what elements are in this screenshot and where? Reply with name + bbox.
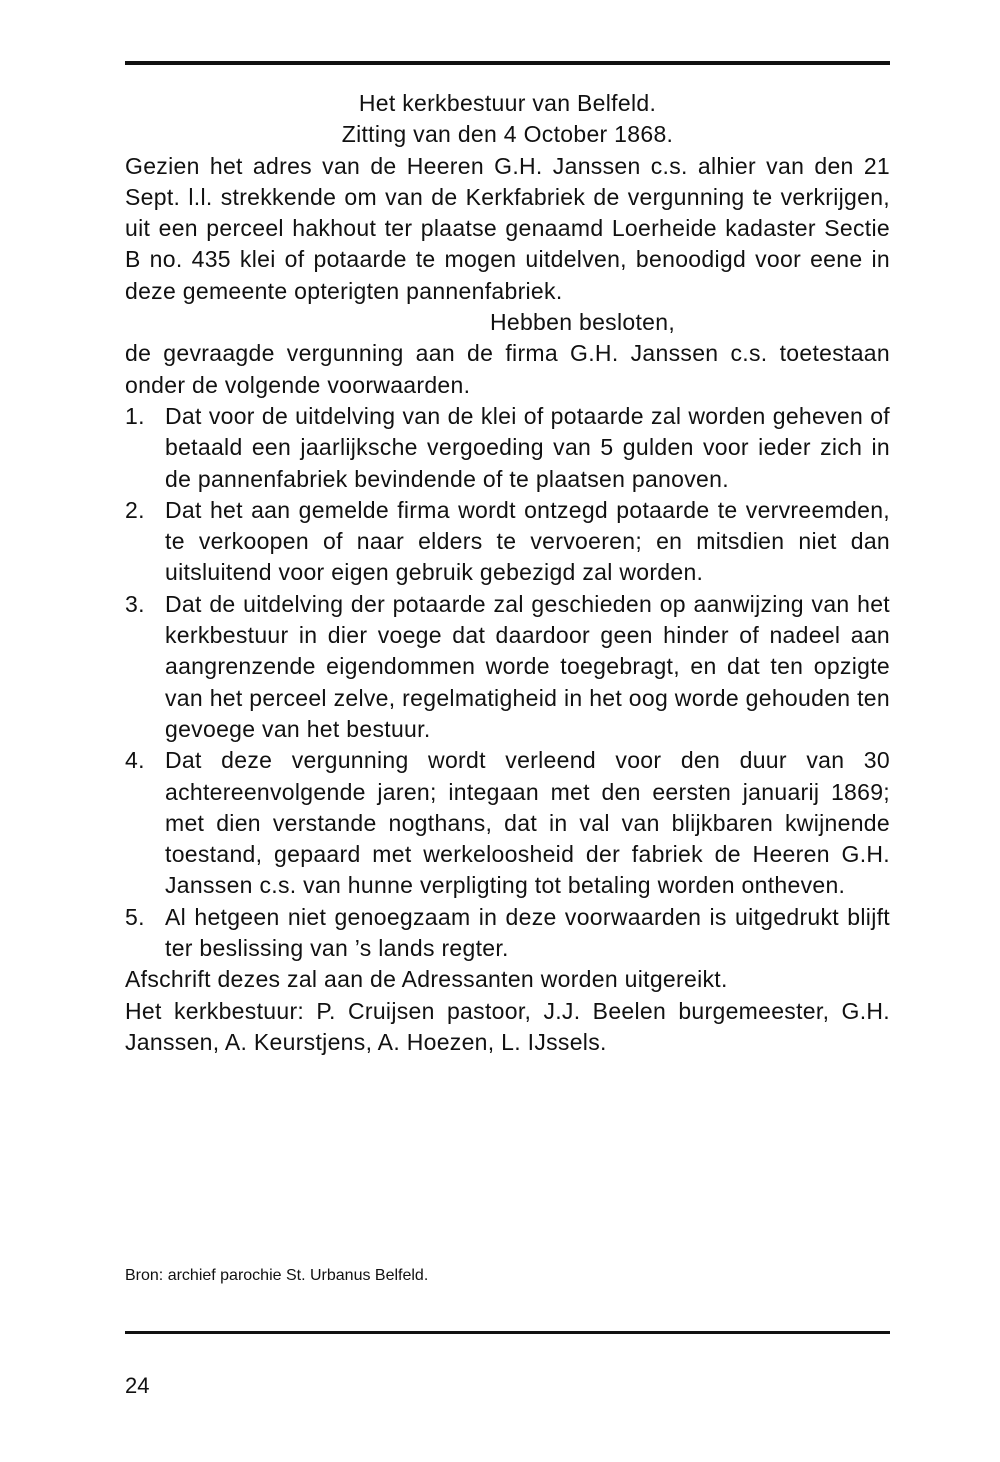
source-note: Bron: archief parochie St. Urbanus Belfeld.: [125, 1267, 429, 1284]
title-line-1: Het kerkbestuur van Belfeld.: [358, 90, 657, 116]
page-number: 24: [125, 1373, 150, 1398]
condition-text: Dat voor de uitdelving van de klei of potaarde zal worden geheven of betaald een jaarlijksche vergoeding van 5 gulden voor ieder zich in de pannenfabriek bevindende of te plaatsen panoven.: [165, 402, 890, 492]
top-rule: [125, 61, 890, 65]
condition-item: [125, 401, 890, 495]
decision-paragraph: de gevraagde vergunning aan de firma G.H. Janssen c.s. toetestaan onder de volgende voorwaarden.: [125, 340, 890, 398]
condition-text: Al hetgeen niet genoegzaam in deze voorwaarden is uitgedrukt blijft ter beslissing van ’s lands regter.: [165, 903, 890, 962]
condition-item: [125, 495, 890, 589]
title-line-2: Zitting van den 4 October 1868.: [341, 121, 674, 148]
bottom-rule: [125, 1331, 890, 1334]
document-body: [125, 88, 890, 1058]
condition-text: Dat deze vergunning wordt verleend voor den duur van 30 achtereenvolgende jaren; integaan met den eersten januarij 1869; met dien verstande nogthans, dat in val van blijkbaren kwijnende toestand, gepaard met werkeloosheid der fabriek de Heeren G.H. Janssen c.s. van hunne verpligting tot betaling worden ontheven.: [165, 747, 890, 899]
condition-text: Dat het aan gemelde firma wordt ontzegd potaarde te vervreemden, te verkoopen of naar elders te vervoeren; en mitsdien niet dan uitsluitend voor eigen gebruik gebezigd zal worden.: [165, 496, 890, 586]
condition-number: 4.: [125, 747, 145, 774]
condition-item: [125, 745, 890, 901]
condition-item: [125, 589, 890, 745]
condition-number: 1.: [125, 402, 145, 429]
intro-paragraph: Gezien het adres van de Heeren G.H. Janssen c.s. alhier van den 21 Sept. l.l. strekkende om van de Kerkfabriek de vergunning te verkrijgen, uit een perceel hakhout ter plaatse genaamd Loerheide kadaster Sectie B no. 435 klei of potaarde te mogen uitdelven, benoodigd voor eene in deze gemeente opterigten pannenfabriek.: [125, 152, 890, 304]
condition-item: [125, 902, 890, 965]
condition-number: 3.: [125, 590, 145, 617]
condition-text: Dat de uitdelving der potaarde zal geschieden op aanwijzing van het kerkbestuur in dier voege dat daardoor geen hinder of nadeel aan aangrenzende eigendommen worde toegebragt, en dat ten opzigte van het perceel zelve, regelmatigheid in het oog worde gehouden ten gevoege van het bestuur.: [165, 590, 890, 742]
signatories-paragraph: Het kerkbestuur: P. Cruijsen pastoor, J.J. Beelen burgemeester, G.H. Janssen, A. Keurstjens, A. Hoezen, L. IJssels.: [125, 997, 890, 1055]
condition-number: 5.: [125, 903, 145, 930]
afschrift-paragraph: Afschrift dezes zal aan de Adressanten worden uitgereikt.: [125, 966, 728, 993]
condition-number: 2.: [125, 496, 145, 523]
decision-heading: Hebben besloten,: [489, 309, 676, 336]
